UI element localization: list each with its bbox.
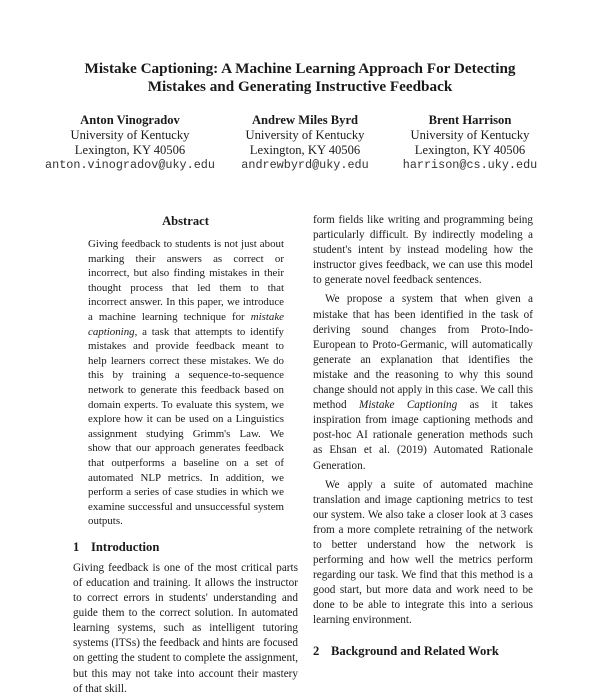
- paragraph-text-part: as it takes inspiration from image captioning methods and post-hoc AI rationale generation methods such as Ehsan et al. (2019) Automated Rationale Generation.: [313, 399, 534, 472]
- abstract-text: [88, 237, 284, 529]
- author-name: Brent Harrison: [428, 113, 512, 127]
- section-title: Background and Related Work: [331, 643, 499, 658]
- paper-title: [0, 60, 600, 96]
- author-email: anton.vinogradov@uky.edu: [45, 158, 215, 172]
- section-heading-introduction: [73, 539, 298, 555]
- author-affiliation: University of Kentucky: [410, 128, 530, 142]
- intro-paragraph-continued: form fields like writing and programming being particularly difficult. By indirectly modeling a student's intent by instead modeling how the instructor gives feedback, we can use this model to generate novel feedback sentences.: [313, 214, 533, 287]
- section-number: 2: [313, 643, 320, 658]
- author-affiliation: University of Kentucky: [245, 128, 365, 142]
- author-2: [230, 113, 380, 173]
- intro-paragraph-3: We apply a suite of automated machine translation and image captioning metrics to test our system. We also take a closer look at 3 cases from a more complete retraining of the network to better understand how the network is performing and how well the metrics perform regarding our task. We find that this method is a good start, but more data and work need to be done to be able to integrate this into a serious learning environment.: [313, 478, 533, 627]
- section-title: Introduction: [91, 539, 160, 554]
- introduction-paragraph: Giving feedback is one of the most critical parts of education and training. It allows the instructor to correct errors in students' understanding and guide them to the correct solution. In automated learning systems, such as intelligent tutoring systems (ITSs) the feedback and hints are focused on getting the student to complete the assignment, but this may not take into account their mastery of that skill.: [73, 561, 298, 695]
- abstract-text-part: Giving feedback to students is not just about marking their answers as correct or incorrect, but also finding mistakes in their thought process that led them to that incorrect answer. In this paper, we introduce a machine learning technique for: [88, 238, 284, 323]
- left-column: [73, 213, 298, 697]
- author-address: Lexington, KY 40506: [414, 143, 526, 157]
- author-name: Andrew Miles Byrd: [251, 113, 359, 127]
- method-name-emphasis: Mistake Captioning: [359, 399, 458, 412]
- intro-paragraph-2: [313, 292, 533, 473]
- author-1: [40, 113, 220, 173]
- section-number: 1: [73, 539, 80, 554]
- author-affiliation: University of Kentucky: [70, 128, 190, 142]
- title-line-2: Mistakes and Generating Instructive Feedback: [147, 78, 453, 95]
- section-heading-background: [313, 643, 533, 659]
- author-name: Anton Vinogradov: [80, 113, 180, 127]
- author-address: Lexington, KY 40506: [249, 143, 361, 157]
- abstract-heading: Abstract: [162, 214, 209, 228]
- author-email: andrewbyrd@uky.edu: [241, 158, 369, 172]
- title-line-1: Mistake Captioning: A Machine Learning Approach For Detecting: [84, 60, 516, 77]
- right-column: [313, 213, 533, 665]
- author-block: [45, 113, 550, 173]
- paragraph-text-part: We propose a system that when given a mistake that has been identified in the task of deriving sound changes from Proto-Indo-European to Proto-Germanic, will automatically generate an explanation that identifies the mistake and the reasoning to why this sound change should not apply in this case. We call this method: [313, 293, 533, 412]
- author-email: harrison@cs.uky.edu: [402, 158, 538, 172]
- author-3: [390, 113, 550, 173]
- abstract-text-part: , a task that attempts to identify mistakes and provide feedback meant to help learners correct these mistakes. We do this by training a sequence-to-sequence network to generate this feedback based on domain experts. To evaluate this system, we explore how it can be used on a Linguistics assignment studying Grimm's Law. We show that our approach generates feedback that outperforms a baseline on a set of automated NLP metrics. In addition, we perform a series of case studies in which we examine successful and unsuccessful system outputs.: [88, 325, 284, 528]
- author-address: Lexington, KY 40506: [74, 143, 186, 157]
- abstract-emphasis: mistake captioning: [88, 310, 284, 338]
